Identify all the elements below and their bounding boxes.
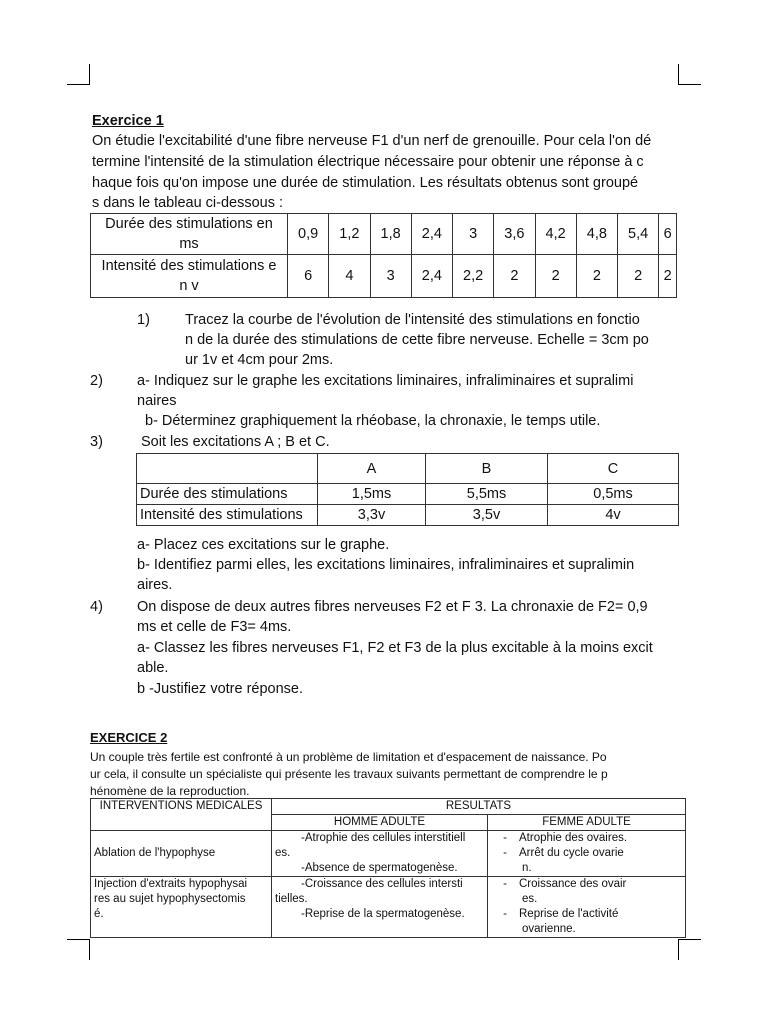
bullet-dash: -: [503, 908, 507, 920]
intro-line: haque fois qu'on impose une durée de stimulation. Les résultats obtenus sont groupé: [92, 175, 639, 191]
crop-mark-top-right: [678, 84, 701, 85]
question-number: 2): [90, 373, 103, 389]
table-cell: 4v: [548, 505, 679, 526]
label-line: Intensité des stimulations e: [101, 258, 277, 274]
row-label: [91, 877, 272, 938]
results-table: [90, 798, 686, 938]
crop-mark-bottom-right: [678, 939, 679, 960]
bullet-dash: -: [503, 878, 507, 890]
excitations-table: [136, 453, 679, 526]
table-cell: 2: [535, 255, 576, 298]
result-line: es.: [275, 847, 291, 859]
table-cell: 0,5ms: [548, 484, 679, 505]
crop-mark-bottom-left: [89, 939, 90, 960]
crop-mark-bottom-left: [67, 939, 90, 940]
table-cell: 2: [576, 255, 617, 298]
result-text: Croissance des ovair: [519, 878, 627, 890]
column-header: RESULTATS: [272, 799, 686, 815]
intro-line: s dans le tableau ci-dessous :: [92, 195, 284, 211]
label-line: res au sujet hypophysectomis: [94, 893, 246, 905]
table-cell: 1,5ms: [318, 484, 426, 505]
result-line: tielles.: [275, 893, 308, 905]
question-line: a- Indiquez sur le graphe les excitations liminaires, infraliminaires et supralimi: [137, 373, 634, 389]
question-line: ms et celle de F3= 4ms.: [137, 619, 292, 635]
result-line: [491, 877, 685, 892]
bullet-dash: -: [503, 832, 507, 844]
table-cell: 4: [329, 255, 370, 298]
table-cell: 6: [288, 255, 329, 298]
exercise-1-title: Exercice 1: [92, 113, 164, 129]
column-header: A: [318, 454, 426, 484]
question-line: able.: [137, 660, 169, 676]
results-male: [272, 831, 488, 877]
result-line: -Atrophie des cellules interstitiell: [301, 832, 466, 844]
intro-line: On étudie l'excitabilité d'une fibre nerveuse F1 d'un nerf de grenouille. Pour cela l'on dé: [92, 133, 652, 149]
bullet-dash: -: [503, 847, 507, 859]
question-line: b -Justifiez votre réponse.: [137, 681, 304, 697]
result-line: [491, 831, 685, 846]
results-female: [488, 831, 686, 877]
question-line: Soit les excitations A ; B et C.: [141, 434, 330, 450]
table-cell: 2: [494, 255, 535, 298]
question-line: ur 1v et 4cm pour 2ms.: [185, 352, 334, 368]
question-number: 3): [90, 434, 103, 450]
table-cell: 4,2: [535, 214, 576, 255]
result-line: -Croissance des cellules intersti: [301, 878, 463, 890]
crop-mark-bottom-right: [678, 939, 701, 940]
question-number: 1): [137, 312, 150, 328]
crop-mark-top-left: [89, 64, 90, 85]
result-text: Arrêt du cycle ovarie: [519, 847, 624, 859]
label-line: n v: [179, 278, 199, 294]
empty-header-cell: [137, 454, 318, 484]
table-cell: 2: [618, 255, 659, 298]
results-female: [488, 877, 686, 938]
result-line: -Absence de spermatogenèse.: [301, 862, 458, 874]
table-cell: 3,6: [494, 214, 535, 255]
question-line: aires.: [137, 577, 173, 593]
table-cell: 3,3v: [318, 505, 426, 526]
column-header: INTERVENTIONS MEDICALES: [91, 799, 272, 831]
intro-line: Un couple très fertile est confronté à un problème de limitation et d'espacement de naissance. Po: [90, 750, 607, 764]
table-cell: 2,4: [411, 255, 452, 298]
table-cell: 2: [659, 255, 677, 298]
results-male: [272, 877, 488, 938]
column-header: B: [426, 454, 548, 484]
label-line: Injection d'extraits hypophysai: [94, 878, 248, 890]
table-cell: 3,5v: [426, 505, 548, 526]
intro-line: hénomène de la reproduction.: [90, 784, 250, 798]
label-line: ms: [179, 236, 199, 252]
crop-mark-top-right: [678, 64, 679, 85]
result-line: [491, 846, 685, 861]
question-line: n de la durée des stimulations de cette fibre nerveuse. Echelle = 3cm po: [185, 332, 649, 348]
table-cell: 1,2: [329, 214, 370, 255]
result-line: -Reprise de la spermatogenèse.: [301, 908, 465, 920]
result-text: Reprise de l'activité: [519, 908, 619, 920]
table-cell: 3: [453, 214, 494, 255]
question-line: On dispose de deux autres fibres nerveuses F2 et F 3. La chronaxie de F2= 0,9: [137, 599, 648, 615]
question-line: naires: [137, 393, 177, 409]
result-line: es.: [522, 893, 538, 905]
table-cell: 1,8: [370, 214, 411, 255]
question-line: b- Identifiez parmi elles, les excitations liminaires, infraliminaires et supralimin: [137, 557, 635, 573]
crop-mark-top-left: [67, 84, 90, 85]
question-number: 4): [90, 599, 103, 615]
question-line: Tracez la courbe de l'évolution de l'intensité des stimulations en fonctio: [185, 312, 640, 328]
table-cell: 5,5ms: [426, 484, 548, 505]
row-label: Ablation de l'hypophyse: [91, 831, 272, 877]
question-line: b- Déterminez graphiquement la rhéobase, la chronaxie, le temps utile.: [145, 413, 601, 429]
table-cell: 2,2: [453, 255, 494, 298]
label-line: Durée des stimulations en: [105, 216, 273, 232]
intro-line: termine l'intensité de la stimulation électrique nécessaire pour obtenir une réponse à c: [92, 154, 644, 170]
result-line: n.: [522, 862, 532, 874]
table-cell: 5,4: [618, 214, 659, 255]
intro-line: ur cela, il consulte un spécialiste qui présente les travaux suivants permettant de comprendre le p: [90, 767, 608, 781]
result-line: ovarienne.: [522, 923, 576, 935]
result-text: Atrophie des ovaires.: [519, 832, 628, 844]
label-line: é.: [94, 908, 104, 920]
stimulation-table: [90, 213, 677, 298]
question-line: a- Classez les fibres nerveuses F1, F2 et F3 de la plus excitable à la moins excit: [137, 640, 653, 656]
row-label-intensity: [91, 255, 288, 298]
table-cell: 4,8: [576, 214, 617, 255]
table-cell: 3: [370, 255, 411, 298]
column-header: FEMME ADULTE: [488, 815, 686, 831]
column-header: C: [548, 454, 679, 484]
column-header: HOMME ADULTE: [272, 815, 488, 831]
table-cell: 0,9: [288, 214, 329, 255]
row-label: Durée des stimulations: [137, 484, 318, 505]
row-label-duration: [91, 214, 288, 255]
result-line: [491, 907, 685, 922]
table-cell: 2,4: [411, 214, 452, 255]
row-label: Intensité des stimulations: [137, 505, 318, 526]
question-line: a- Placez ces excitations sur le graphe.: [137, 537, 390, 553]
table-cell: 6: [659, 214, 677, 255]
exercise-2-title: EXERCICE 2: [90, 730, 168, 745]
